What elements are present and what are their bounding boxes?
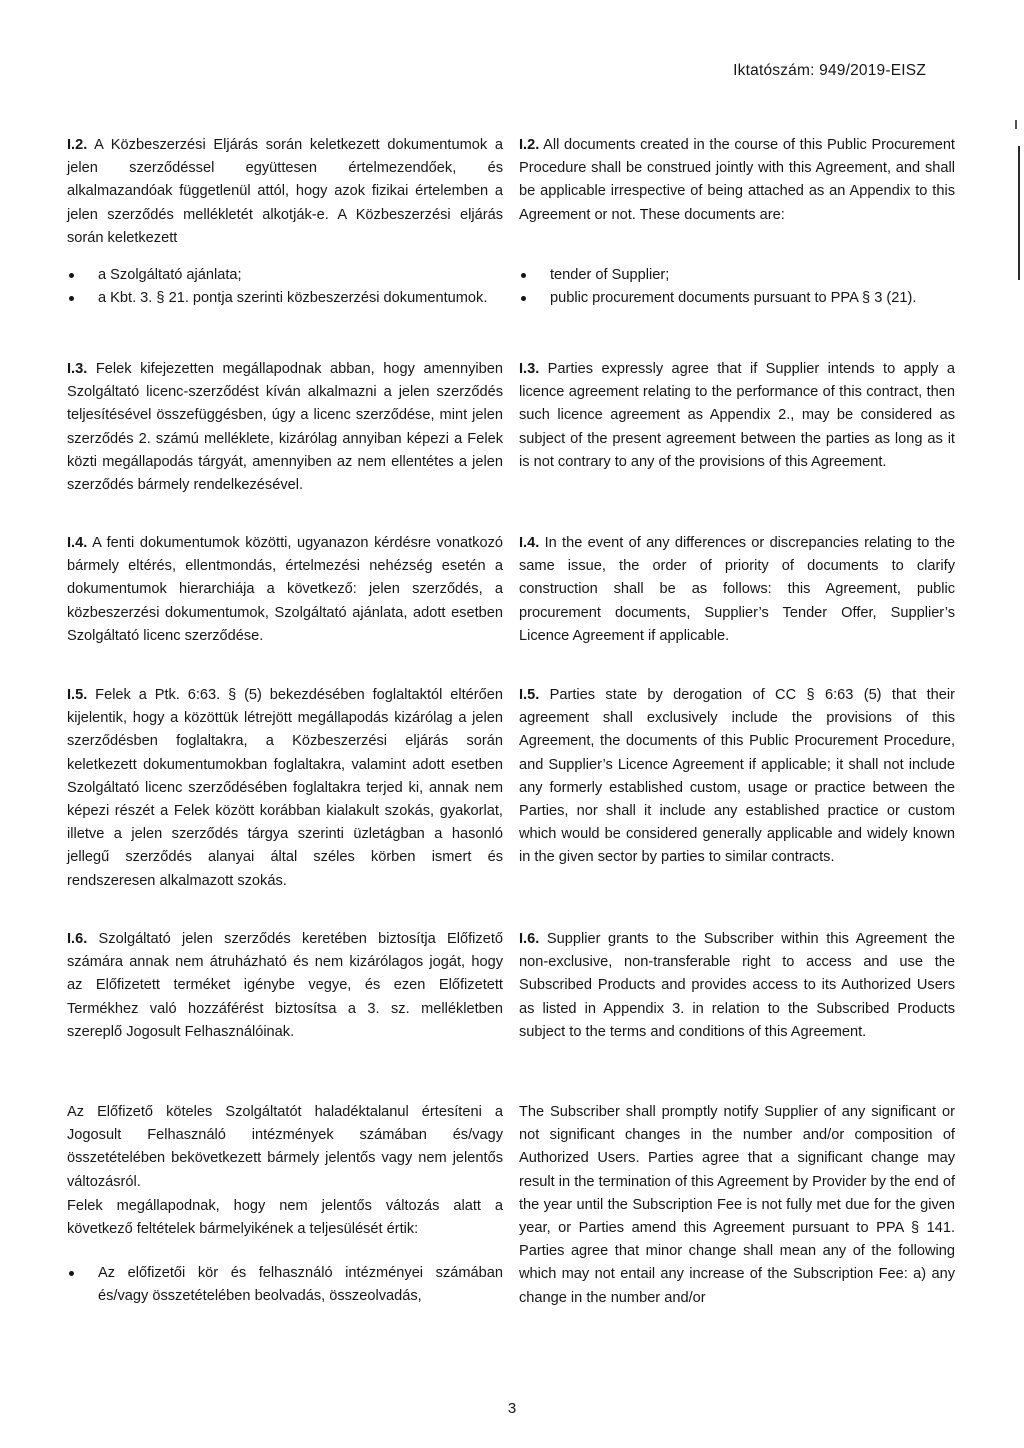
- bullet-list-hu-2: [67, 1262, 503, 1308]
- scan-edge-artifact: [1018, 146, 1020, 280]
- page-number: 3: [507, 1400, 517, 1417]
- paragraph: [519, 684, 955, 870]
- paragraph-text: Parties state by derogation of CC § 6:63 (5) that their agreement shall exclusively include the provisions of this Agreement, the documents of this Public Procurement Procedure, and Supplier’s Licence Agreement if applicable; it shall not include any formerly established custom, usage or practice between the Parties, nor shall it include any established practice or custom which would be considered generally applicable and widely known in the given sector by parties to similar contracts.: [519, 687, 955, 866]
- section-number: I.4.: [519, 535, 540, 551]
- paragraph: [519, 134, 955, 227]
- section-1-4-en: [519, 532, 955, 648]
- list-item: a Szolgáltató ajánlata;: [67, 264, 503, 287]
- section-number: I.3.: [519, 361, 540, 377]
- scan-edge-artifact: [1015, 120, 1017, 129]
- paragraph-text: Szolgáltató jelen szerződés keretében biztosítja Előfizető számára annak nem átruházható és nem kizárólagos jogát, hogy az Előfizetett terméket igénybe vegye, és ezen Előfizetett Termékhez való hozzáférést biztosítsa a 3. sz. mellékletben szereplő Jogosult Felhasználóinak.: [67, 931, 503, 1040]
- section-number: I.5.: [519, 687, 540, 703]
- section-1-5-en: [519, 684, 955, 870]
- bullet-list-hu-1: [67, 264, 503, 310]
- paragraph-text: The Subscriber shall promptly notify Supplier of any significant or not significant changes in the number and/or composition of Authorized Users. Parties agree that a significant change may result in the termination of this Agreement by Provider by the end of the year until the Subscription Fee is not fully met due for the given year, or Parties amend this Agreement pursuant to PPA § 141. Parties agree that minor change shall mean any of the following which may not entail any increase of the Subscription Fee: a) any change in the number and/or: [519, 1104, 955, 1306]
- list-item: a Kbt. 3. § 21. pontja szerinti közbeszerzési dokumentumok.: [67, 287, 503, 310]
- bullet-list-en-1: [519, 264, 955, 310]
- paragraph-text: Felek a Ptk. 6:63. § (5) bekezdésében foglaltaktól eltérően kijelentik, hogy a közöttük létrejött megállapodás kizárólag a jelen szerződésben foglaltakra, a Közbeszerzési eljárás során keletkezett dokumentumokban foglaltakra, valamint adott esetben Szolgáltató licenc szerződésében foglaltakra terjed ki, annak nem képezi részét a Felek között korábban kialakult szokás, gyakorlat, illetve a jelen szerződés tárgya szerinti üzletágban a hasonló jellegű szerződés alanyai által széles körben ismert és rendszeresen alkalmazott szokás.: [67, 687, 503, 889]
- section-number: I.2.: [519, 137, 540, 153]
- paragraph-text: A fenti dokumentumok közötti, ugyanazon kérdésre vonatkozó bármely eltérés, ellentmondás, értelmezési nehézség esetén a dokumentumok hierarchiája a következő: jelen szerződés, a közbeszerzési dokumentumok, Szolgáltató ajánlata, adott esetben Szolgáltató licenc szerződése.: [67, 535, 503, 644]
- paragraph: [519, 532, 955, 648]
- paragraph-text: All documents created in the course of this Public Procurement Procedure shall be construed jointly with this Agreement, and shall be applicable irrespective of being attached as an Appendix to this Agreement or not. These documents are:: [519, 137, 955, 223]
- paragraph: [67, 928, 503, 1044]
- list-item: Az előfizetői kör és felhasználó intézményei számában és/vagy összetételében beolvadás, összeolvadás,: [67, 1262, 503, 1308]
- paragraph: [67, 134, 503, 250]
- paragraph: [519, 928, 955, 1044]
- paragraph: [67, 358, 503, 497]
- paragraph-text: Felek megállapodnak, hogy nem jelentős változás alatt a következő feltételek bármelyikének a teljesülését értik:: [67, 1198, 503, 1238]
- paragraph: [519, 358, 955, 474]
- section-number: I.2.: [67, 137, 88, 153]
- paragraph-text: Az Előfizető köteles Szolgáltatót haladéktalanul értesíteni a Jogosult Felhasználó intézmények számában és/vagy összetételében bekövetkezett bármely jelentős vagy nem jelentős változásról.: [67, 1104, 503, 1190]
- section-1-5-hu: [67, 684, 503, 893]
- section-number: I.6.: [519, 931, 540, 947]
- filing-number: Iktatószám: 949/2019-EISZ: [733, 62, 926, 79]
- paragraph: [67, 532, 503, 648]
- section-number: I.5.: [67, 687, 88, 703]
- section-1-2-en: [519, 134, 955, 227]
- section-number: I.6.: [67, 931, 88, 947]
- paragraph-text: In the event of any differences or discrepancies relating to the same issue, the order of priority of documents to clarify construction shall be as follows: this Agreement, public procurement documents, Supplier’s Tender Offer, Supplier’s Licence Agreement if applicable.: [519, 535, 955, 644]
- paragraph-text: A Közbeszerzési Eljárás során keletkezett dokumentumok a jelen szerződéssel együttesen értelmezendőek, és alkalmazandóak függetlenül attól, hogy azok fizikai értelemben a jelen szerződés mellékletét alkotják-e. A Közbeszerzési eljárás során keletkezett: [67, 137, 503, 246]
- paragraph-text: Felek kifejezetten megállapodnak abban, hogy amennyiben Szolgáltató licenc-szerződést kíván alkalmazni a jelen szerződés teljesítésével összefüggésben, úgy a licenc szerződése, mint jelen szerződés 2. számú melléklete, kizárólag annyiban képezi a Felek közti megállapodás tárgyát, amennyiben az nem ellentétes a jelen szerződés bármely rendelkezésével.: [67, 361, 503, 494]
- notify-paragraph-hu: [67, 1101, 503, 1194]
- minor-change-paragraph-hu: [67, 1195, 503, 1241]
- paragraph: [67, 684, 503, 893]
- section-1-6-hu: [67, 928, 503, 1044]
- paragraph-text: Supplier grants to the Subscriber within this Agreement the non-exclusive, non-transferable right to access and use the Subscribed Products and provides access to its Authorized Users as listed in Appendix 3. in relation to the Subscribed Products subject to the terms and conditions of this Agreement.: [519, 931, 955, 1040]
- section-1-4-hu: [67, 532, 503, 648]
- list-item: tender of Supplier;: [519, 264, 955, 287]
- paragraph-text: Parties expressly agree that if Supplier intends to apply a licence agreement relating to the performance of this contract, then such licence agreement as Appendix 2., may be considered as subject of the present agreement between the parties as long as it is not contrary to any of the provisions of this Agreement.: [519, 361, 955, 470]
- section-1-2-hu: [67, 134, 503, 250]
- section-1-3-hu: [67, 358, 503, 497]
- section-number: I.3.: [67, 361, 88, 377]
- notify-paragraph-en: [519, 1101, 955, 1310]
- section-1-6-en: [519, 928, 955, 1044]
- list-item: public procurement documents pursuant to PPA § 3 (21).: [519, 287, 955, 310]
- section-1-3-en: [519, 358, 955, 474]
- section-number: I.4.: [67, 535, 88, 551]
